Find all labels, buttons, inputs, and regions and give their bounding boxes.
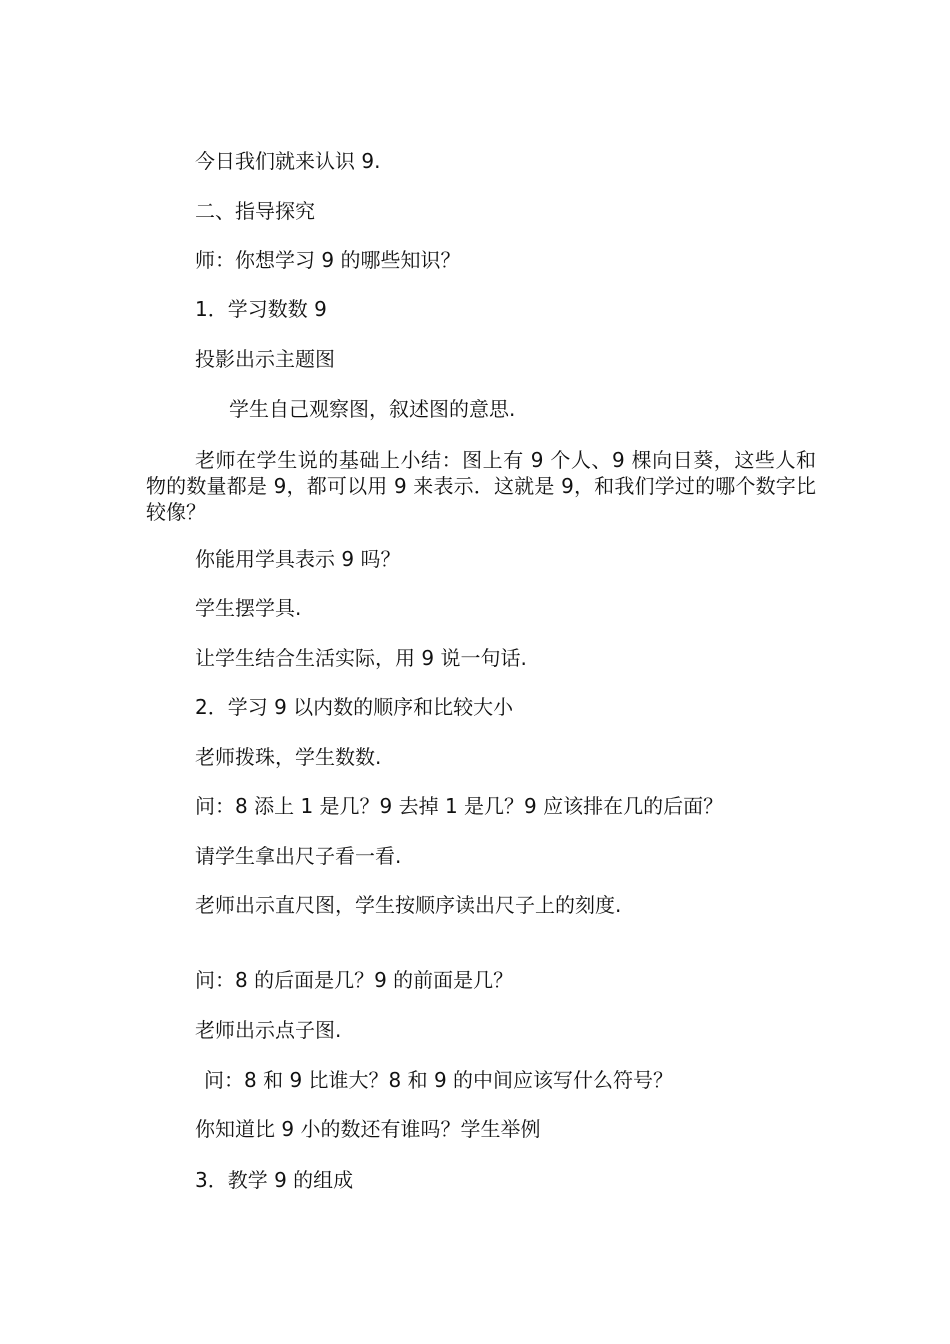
subheading-order-compare: 2．学习 9 以内数的顺序和比较大小	[195, 695, 514, 719]
text-line-manipulatives-question: 你能用学具表示 9 吗？	[195, 547, 401, 571]
text-line-smaller-numbers: 你知道比 9 小的数还有谁吗？学生举例	[195, 1117, 541, 1141]
text-line-ruler-diagram: 老师出示直尺图，学生按顺序读出尺子上的刻度.	[195, 893, 622, 917]
text-line-teacher-question: 师：你想学习 9 的哪些知识？	[195, 248, 461, 272]
text-line-before-after-question: 问：8 的后面是几？9 的前面是几？	[195, 968, 514, 992]
subheading-composition: 3．教学 9 的组成	[195, 1168, 354, 1192]
text-line-sentence: 让学生结合生活实际，用 9 说一句话.	[195, 646, 527, 670]
subheading-learn-counting: 1．学习数数 9	[195, 297, 327, 321]
text-line-arrange: 学生摆学具.	[195, 596, 302, 620]
text-line-projection: 投影出示主题图	[195, 347, 335, 371]
text-line-observe: 学生自己观察图，叙述图的意思.	[229, 397, 516, 421]
text-line-dot-diagram: 老师出示点子图.	[195, 1018, 342, 1042]
text-line-intro: 今日我们就来认识 9.	[195, 149, 381, 173]
text-line-add-subtract-question: 问：8 添上 1 是几？9 去掉 1 是几？9 应该排在几的后面？	[195, 794, 724, 818]
text-line-compare-question: 问：8 和 9 比谁大？8 和 9 的中间应该写什么符号？	[204, 1068, 674, 1092]
section-heading-guided-exploration: 二、指导探究	[195, 199, 315, 223]
text-line-abacus: 老师拨珠，学生数数.	[195, 745, 382, 769]
paragraph-summary: 老师在学生说的基础上小结：图上有 9 个人、9 棵向日葵，这些人和物的数量都是 9，都可以用 9 来表示．这就是 9，和我们学过的哪个数字比较像？	[146, 448, 816, 524]
text-line-ruler: 请学生拿出尺子看一看.	[195, 844, 402, 868]
